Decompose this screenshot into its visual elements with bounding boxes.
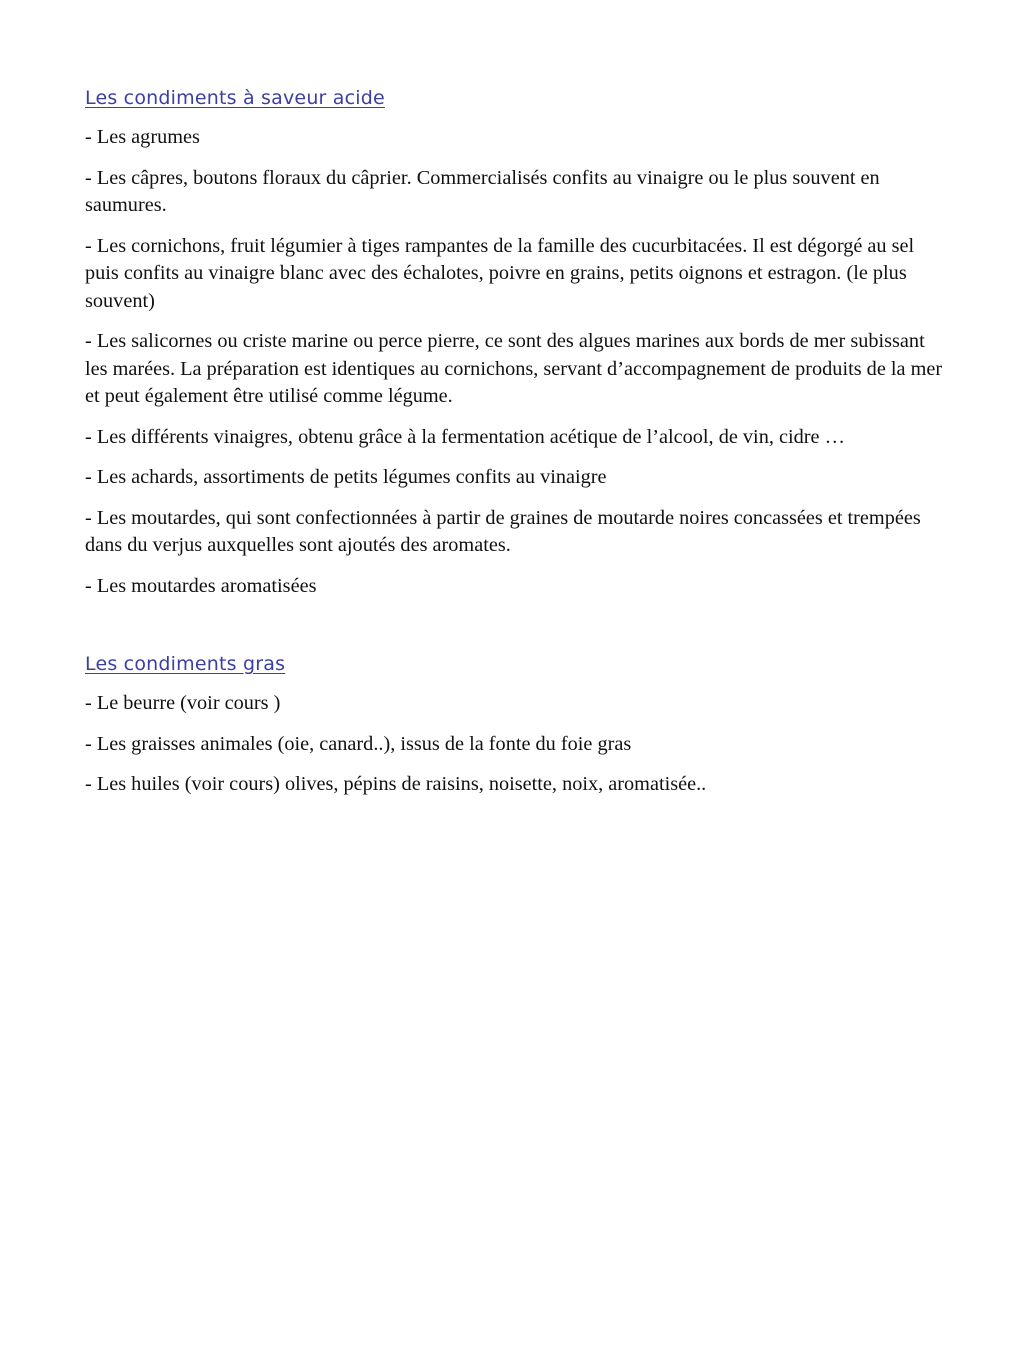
section-heading-fat: Les condiments gras xyxy=(85,653,286,675)
list-item: - Les moutardes aromatisées xyxy=(85,574,317,597)
section-heading-acid: Les condiments à saveur acide xyxy=(85,87,385,109)
list-item: - Les huiles (voir cours) olives, pépins de raisins, noisette, noix, aromatisée.. xyxy=(85,773,707,795)
list-item: - Les différents vinaigres, obtenu grâce à la fermentation acétique de l’alcool, de vin, cidre … xyxy=(85,425,845,448)
list-item: - Les salicornes ou criste marine ou perce pierre, ce sont des algues marines aux bords de mer subissant les marées. La préparation est identiques au cornichons, servant d’accompagnement de produits de la mer et peut également être utilisé comme légume. xyxy=(85,330,943,407)
document-page xyxy=(85,84,945,812)
list-item: - Les moutardes, qui sont confectionnées à partir de graines de moutarde noires concassées et trempées dans du verjus auxquelles sont ajoutés des aromates. xyxy=(85,506,921,556)
list-item: - Les cornichons, fruit légumier à tiges rampantes de la famille des cucurbitacées. Il est dégorgé au sel puis confits au vinaigre blanc avec des échalotes, poivre en grains, petits oignons et estragon. (le plus souvent) xyxy=(85,234,915,312)
list-item: - Les câpres, boutons floraux du câprier. Commercialisés confits au vinaigre ou le plus souvent en saumures. xyxy=(85,166,880,216)
list-item: - Les agrumes xyxy=(85,126,200,148)
list-item: - Les achards, assortiments de petits légumes confits au vinaigre xyxy=(85,466,607,488)
list-item: - Les graisses animales (oie, canard..), issus de la fonte du foie gras xyxy=(85,732,632,755)
list-item: - Le beurre (voir cours ) xyxy=(85,692,281,714)
